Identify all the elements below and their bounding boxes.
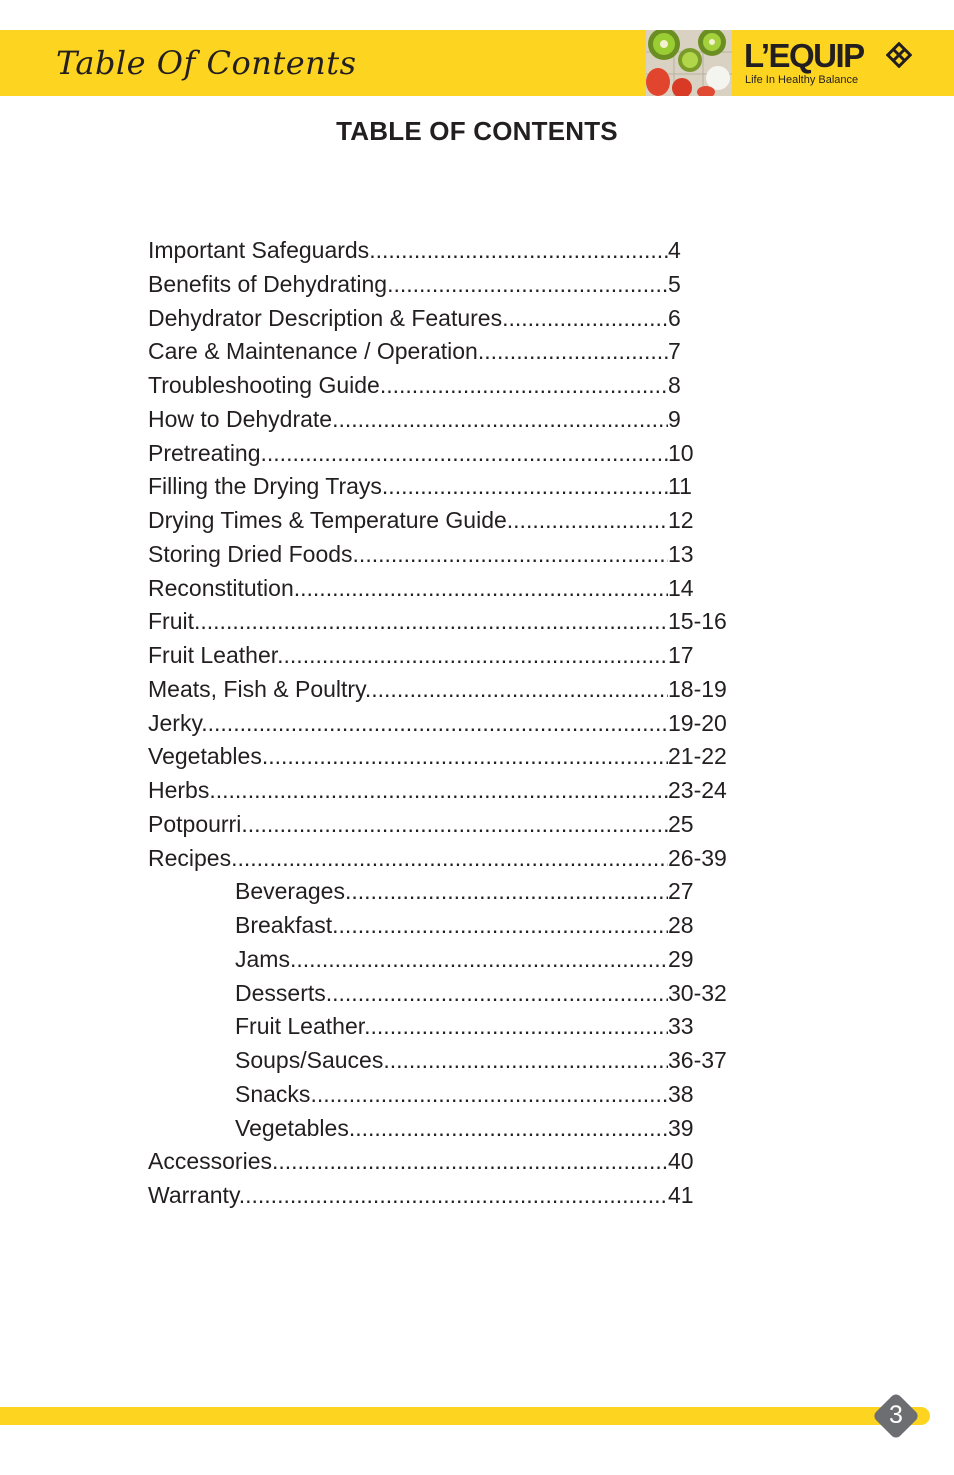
toc-entry-label: Potpourri ..... bbox=[148, 808, 668, 842]
toc-entry-page: 28 bbox=[668, 912, 694, 938]
toc-entry[interactable] bbox=[148, 1145, 788, 1179]
toc-entry-label: Troubleshooting Guide ..... bbox=[148, 369, 668, 403]
toc-entry[interactable] bbox=[148, 268, 788, 302]
toc-subentry[interactable] bbox=[148, 1112, 788, 1146]
toc-entry[interactable] bbox=[148, 842, 788, 876]
toc-entry-page: 26-39 bbox=[668, 844, 727, 871]
toc-entry[interactable] bbox=[148, 1179, 788, 1213]
toc-entry[interactable] bbox=[148, 673, 788, 707]
toc-subentry[interactable] bbox=[148, 977, 788, 1011]
toc-entry[interactable] bbox=[148, 504, 788, 538]
page-number: 3 bbox=[889, 1401, 903, 1429]
toc-entry[interactable] bbox=[148, 740, 788, 774]
toc-entry-page: 5 bbox=[668, 270, 681, 297]
toc-entry-page: 14 bbox=[668, 574, 694, 601]
toc-entry[interactable] bbox=[148, 639, 788, 673]
toc-entry-label: Meats, Fish & Poultry ..... bbox=[148, 673, 668, 707]
toc-entry-page: 18-19 bbox=[668, 675, 727, 702]
toc-entry-label: Jerky ..... bbox=[148, 707, 668, 741]
brand-logo bbox=[744, 38, 944, 90]
footer-bar bbox=[0, 1407, 930, 1425]
page-title: TABLE OF CONTENTS bbox=[336, 116, 618, 146]
toc-entry[interactable] bbox=[148, 707, 788, 741]
toc-entry-page: 17 bbox=[668, 642, 694, 668]
toc-entry[interactable] bbox=[148, 335, 788, 369]
toc-entry-page: 38 bbox=[668, 1080, 694, 1107]
toc-entry[interactable] bbox=[148, 572, 788, 606]
toc-entry-label: Jams ..... bbox=[235, 943, 668, 977]
toc-entry[interactable] bbox=[148, 470, 788, 504]
toc-entry-label: Vegetables ..... bbox=[148, 740, 668, 774]
toc-entry-page: 29 bbox=[668, 945, 694, 972]
toc-entry-page: 21-22 bbox=[668, 743, 727, 770]
logo-emblem-icon bbox=[886, 42, 912, 68]
toc-entry[interactable] bbox=[148, 403, 788, 437]
toc-entry[interactable] bbox=[148, 538, 788, 572]
toc-subentry[interactable] bbox=[148, 1078, 788, 1112]
header-bar bbox=[0, 30, 954, 96]
toc-entry-page: 9 bbox=[668, 405, 681, 432]
toc-entry-label: Breakfast ..... bbox=[235, 909, 668, 943]
toc-entry-label: Fruit Leather ..... bbox=[148, 639, 668, 673]
toc-entry-page: 39 bbox=[668, 1114, 694, 1141]
toc-entry-label: Care & Maintenance / Operation ..... bbox=[148, 335, 668, 369]
toc-entry-label: Beverages ..... bbox=[235, 875, 668, 909]
toc-subentry[interactable] bbox=[148, 909, 788, 943]
toc-entry-label: Important Safeguards ..... bbox=[148, 234, 668, 268]
toc-entry-page: 11 bbox=[668, 473, 692, 500]
toc-entry-page: 23-24 bbox=[668, 777, 727, 803]
toc-entry-label: Recipes ..... bbox=[148, 842, 668, 876]
toc-list bbox=[148, 234, 788, 1213]
toc-entry-label: Pretreating ..... bbox=[148, 437, 668, 471]
page-number-badge bbox=[866, 1386, 926, 1446]
toc-entry-label: Filling the Drying Trays ..... bbox=[148, 470, 668, 504]
toc-entry-label: Fruit ..... bbox=[148, 605, 668, 639]
toc-entry-page: 36-37 bbox=[668, 1047, 727, 1073]
toc-entry-page: 8 bbox=[668, 372, 681, 398]
toc-subentry[interactable] bbox=[148, 1044, 788, 1078]
toc-entry-label: Accessories ..... bbox=[148, 1145, 668, 1179]
toc-subentry[interactable] bbox=[148, 1010, 788, 1044]
toc-entry-page: 40 bbox=[668, 1148, 694, 1175]
toc-entry-page: 41 bbox=[668, 1182, 694, 1208]
logo-wordmark: L’EQUIP bbox=[744, 37, 864, 74]
toc-entry[interactable] bbox=[148, 302, 788, 336]
toc-entry-label: Snacks ..... bbox=[235, 1078, 668, 1112]
toc-subentry[interactable] bbox=[148, 943, 788, 977]
toc-entry-page: 10 bbox=[668, 439, 694, 466]
toc-entry-page: 33 bbox=[668, 1013, 694, 1040]
toc-entry-page: 6 bbox=[668, 304, 681, 331]
toc-entry-label: Reconstitution ..... bbox=[148, 572, 668, 606]
toc-entry-label: Dehydrator Description & Features ..... bbox=[148, 302, 668, 336]
toc-entry-label: Warranty ..... bbox=[148, 1179, 668, 1213]
toc-entry-label: Soups/Sauces ..... bbox=[235, 1044, 668, 1078]
toc-entry-label: Fruit Leather ..... bbox=[235, 1010, 668, 1044]
toc-entry-page: 12 bbox=[668, 507, 694, 533]
toc-entry-label: Storing Dried Foods ..... bbox=[148, 538, 668, 572]
toc-entry-page: 27 bbox=[668, 878, 694, 905]
toc-entry[interactable] bbox=[148, 808, 788, 842]
toc-entry-label: Benefits of Dehydrating ..... bbox=[148, 268, 668, 302]
toc-entry-page: 19-20 bbox=[668, 709, 727, 736]
toc-entry[interactable] bbox=[148, 774, 788, 808]
toc-entry-label: How to Dehydrate ..... bbox=[148, 403, 668, 437]
logo-tagline: Life In Healthy Balance bbox=[745, 74, 859, 86]
toc-subentry[interactable] bbox=[148, 875, 788, 909]
section-title: Table Of Contents bbox=[56, 44, 357, 82]
toc-entry-page: 13 bbox=[668, 540, 694, 567]
toc-entry-page: 25 bbox=[668, 810, 694, 837]
toc-entry-page: 15-16 bbox=[668, 608, 727, 635]
toc-entry-label: Drying Times & Temperature Guide ..... bbox=[148, 504, 668, 538]
toc-entry-page: 4 bbox=[668, 237, 681, 263]
toc-entry[interactable] bbox=[148, 369, 788, 403]
toc-entry[interactable] bbox=[148, 605, 788, 639]
toc-entry-label: Vegetables ..... bbox=[235, 1112, 668, 1146]
toc-entry-label: Desserts ..... bbox=[235, 977, 668, 1011]
fruit-photo bbox=[646, 30, 732, 96]
toc-entry-page: 7 bbox=[668, 338, 681, 365]
toc-entry[interactable] bbox=[148, 234, 788, 268]
toc-entry-label: Herbs ..... bbox=[148, 774, 668, 808]
toc-entry[interactable] bbox=[148, 437, 788, 471]
toc-entry-page: 30-32 bbox=[668, 979, 727, 1006]
